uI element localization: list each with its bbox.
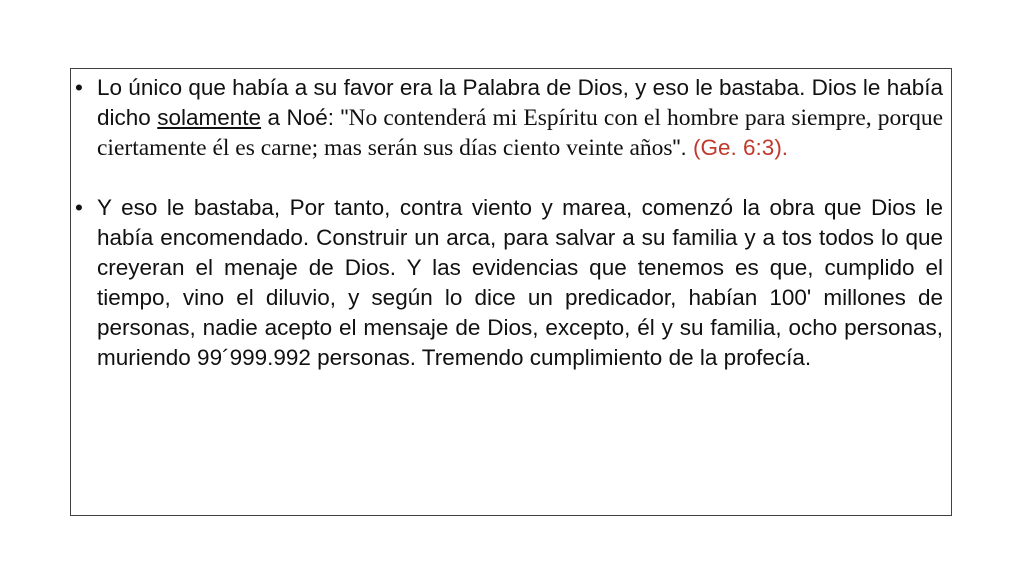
- bullet-1-underlined-word: solamente: [157, 105, 262, 130]
- bullet-1-bible-quote: No contenderá mi Espíritu con el hombre para siempre, porque ciertamente él es carne; mas serán sus días ciento veinte años: [97, 105, 943, 161]
- bullet-1-text-lead: a Noé: ": [261, 105, 349, 130]
- bullet-icon: •: [75, 75, 83, 100]
- bullet-1-reference: (Ge. 6:3).: [693, 135, 789, 160]
- bullet-list: [75, 73, 943, 373]
- content-text-box: [70, 68, 952, 516]
- bullet-icon: •: [75, 195, 83, 220]
- bullet-2-text: Y eso le bastaba, Por tanto, contra viento y marea, comenzó la obra que Dios le había encomendado. Construir un arca, para salvar a su familia y a tos todos lo que creyeran el menaje de Dios. Y las evidencias que tenemos es que, cumplido el tiempo, vino el diluvio, y según lo dice un predicador, habían 100' millones de personas, nadie acepto el mensaje de Dios, excepto, él y su familia, ocho personas, muriendo 99´999.992 personas. Tremendo cumplimiento de la profecía.: [97, 195, 943, 370]
- bullet-item-1: [75, 73, 943, 163]
- bullet-item-2: [75, 193, 943, 373]
- bullet-1-text-intro: Lo único que había a su favor era la Palabra de Dios, y eso le bastaba. Dios le había dicho: [97, 75, 943, 130]
- bullet-1-quote-close: ".: [672, 135, 694, 160]
